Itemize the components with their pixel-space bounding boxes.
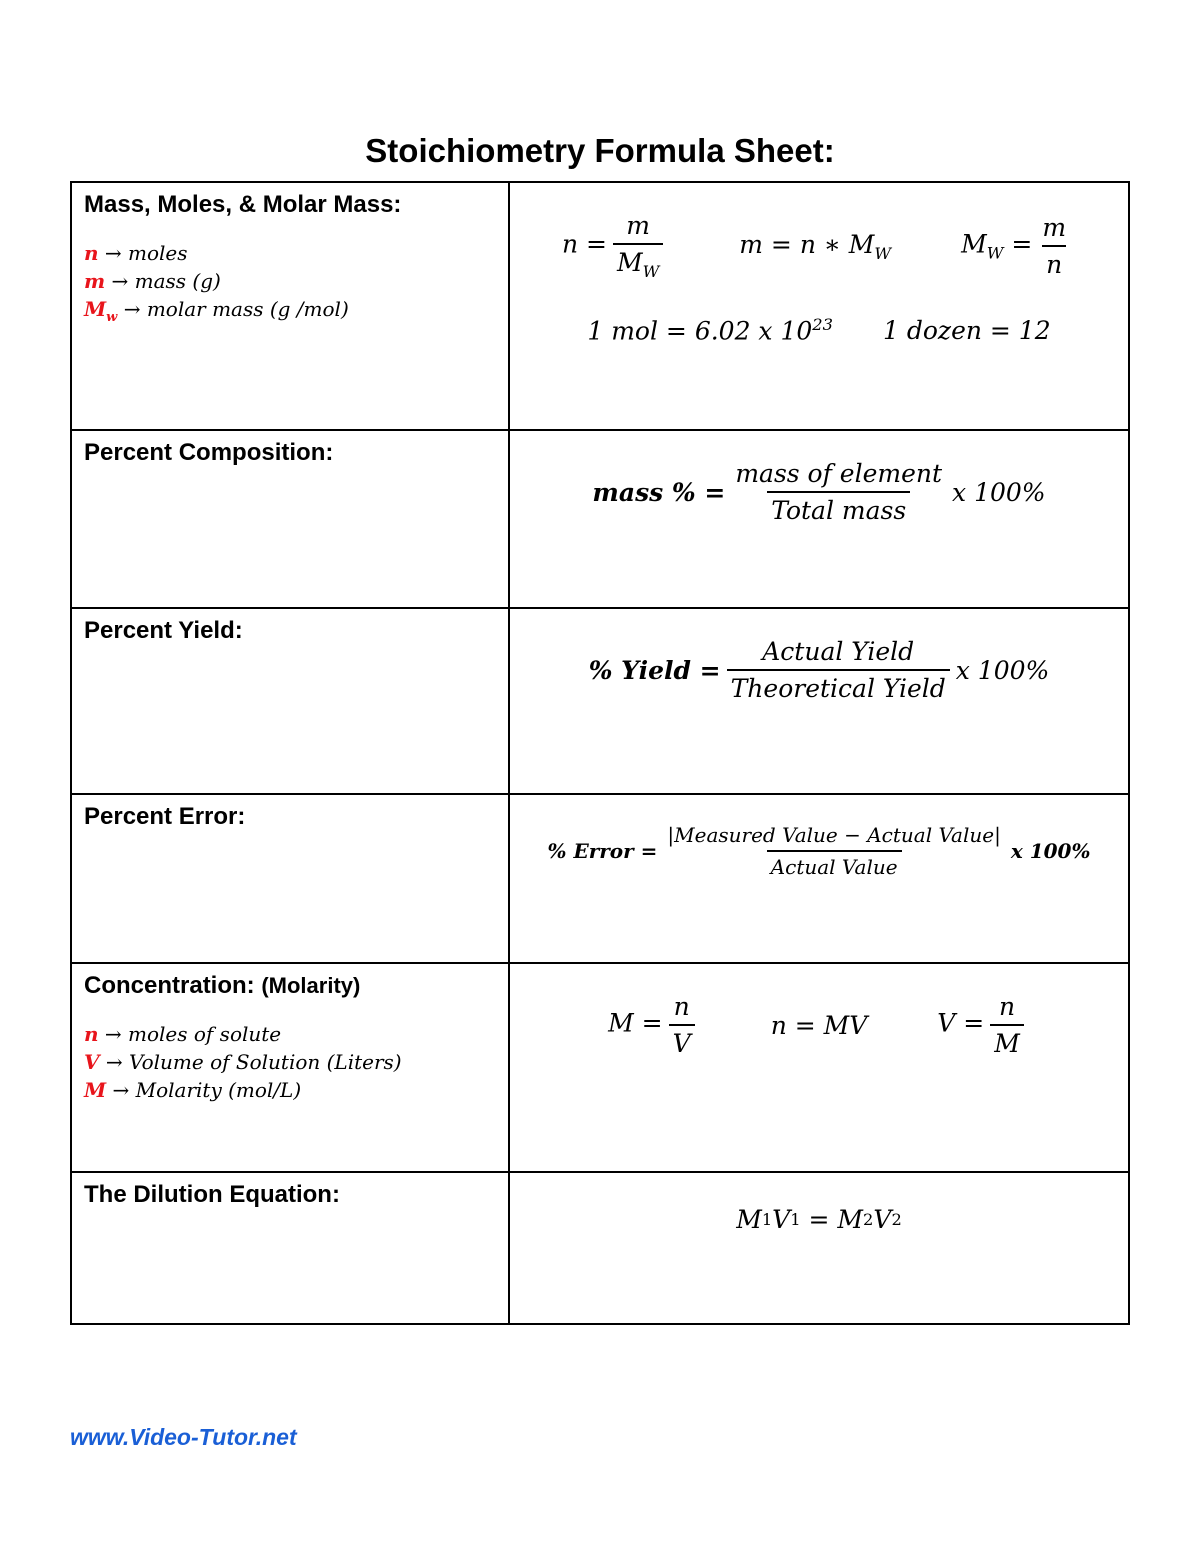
m1-symbol: M [736, 1205, 762, 1234]
concentration-formula-cell [509, 963, 1129, 1172]
formula-lhs: M [961, 229, 987, 259]
fraction-denominator: n [1042, 245, 1066, 279]
heading-subtext: (Molarity) [261, 973, 361, 998]
symbol-subscript: w [106, 310, 118, 325]
percent-yield-formula-cell [509, 608, 1129, 794]
percent-composition-label-cell [71, 430, 509, 608]
table-row [71, 182, 1129, 430]
table-row [71, 608, 1129, 794]
m1-subscript: 1 [761, 1210, 773, 1229]
fraction-denominator [613, 243, 663, 281]
definition-symbol [84, 297, 118, 325]
fraction [731, 459, 946, 525]
fraction-denominator: V [669, 1024, 695, 1058]
avogadro-formula [587, 315, 833, 345]
definition-item [84, 267, 496, 295]
percent-composition-formula-cell [509, 430, 1129, 608]
definition-symbol: V [84, 1050, 100, 1074]
fraction-denominator: M [990, 1024, 1024, 1058]
definition-text: → moles [104, 241, 188, 265]
formula-rhs: x 100% [1010, 839, 1091, 863]
fraction-denominator: Theoretical Yield [727, 669, 950, 703]
definition-symbol: m [84, 269, 106, 293]
fraction [669, 992, 695, 1058]
dilution-formula [510, 1205, 1128, 1234]
definition-symbol: n [84, 1022, 99, 1046]
mass-moles-heading: Mass, Moles, & Molar Mass: [84, 191, 402, 218]
fraction-numerator: n [999, 992, 1016, 1021]
formula-table [70, 181, 1130, 1325]
formula-rhs: x 100% [955, 655, 1050, 685]
definition-item [84, 1076, 496, 1104]
m2-subscript: 2 [863, 1210, 874, 1229]
formula-lhs: M = [608, 1008, 663, 1038]
percent-yield-heading: Percent Yield: [84, 617, 243, 644]
formula-lhs: mass % = [592, 477, 726, 507]
den-subscript: W [642, 262, 660, 281]
percent-error-label-cell [71, 794, 509, 963]
fraction-numerator: m [1042, 213, 1067, 242]
definition-text: → Molarity (mol/L) [112, 1078, 302, 1102]
table-row [71, 963, 1129, 1172]
fraction [990, 992, 1024, 1058]
fraction [613, 211, 663, 281]
percent-error-heading: Percent Error: [84, 803, 246, 830]
definition-text: → Volume of Solution (Liters) [105, 1050, 402, 1074]
fraction [663, 823, 1004, 879]
fraction-numerator: |Measured Value − Actual Value| [667, 823, 1001, 847]
fraction [727, 637, 950, 703]
volume-formula [937, 992, 1030, 1058]
fraction-numerator: n [673, 992, 690, 1021]
formula-lhs: % Error = [547, 839, 658, 863]
formula-subscript: W [986, 243, 1004, 263]
table-row [71, 794, 1129, 963]
definition-symbol: M [84, 1078, 107, 1102]
den-base: M [616, 248, 643, 277]
fraction-denominator: Actual Value [767, 850, 902, 879]
dilution-heading: The Dilution Equation: [84, 1181, 340, 1208]
formula-text: m = n ∗ M [739, 229, 875, 259]
yield-formula [510, 637, 1128, 703]
molar-mass-formula [961, 213, 1076, 279]
percent-yield-label-cell [71, 608, 509, 794]
mass-moles-label-cell [71, 182, 509, 430]
definition-text: → mass (g) [111, 269, 221, 293]
percent-error-formula-cell [509, 794, 1129, 963]
equals-sign: = [1011, 229, 1033, 259]
formula-lhs: % Yield = [588, 655, 721, 685]
constants-row [510, 315, 1128, 345]
mass-percent-formula [510, 459, 1128, 525]
formula-text: 1 mol = 6.02 x 10 [587, 316, 813, 346]
table-row [71, 1172, 1129, 1324]
concentration-formula-row [510, 992, 1128, 1058]
table-row [71, 430, 1129, 608]
fraction-numerator: mass of element [735, 459, 943, 488]
percent-composition-heading: Percent Composition: [84, 439, 334, 466]
v1-symbol: V [772, 1205, 791, 1234]
heading-text: Concentration: [84, 972, 255, 999]
formula-rhs: x 100% [952, 477, 1046, 507]
formula-lhs: n = [561, 229, 607, 259]
mass-moles-definitions [84, 239, 496, 332]
definition-item [84, 1020, 496, 1048]
fraction-numerator: m [626, 211, 650, 240]
definition-text: → moles of solute [104, 1022, 282, 1046]
formula-subscript: W [874, 243, 892, 263]
equals-sign: = [808, 1205, 830, 1234]
page-title: Stoichiometry Formula Sheet: [365, 132, 835, 169]
moles-mv-formula: n = MV [770, 1010, 868, 1040]
v2-symbol: V [873, 1205, 892, 1234]
definition-item [84, 239, 496, 267]
dilution-label-cell [71, 1172, 509, 1324]
definition-item [84, 1048, 496, 1076]
v2-subscript: 2 [891, 1210, 902, 1229]
error-formula [510, 823, 1128, 879]
formula-exponent: 23 [812, 315, 833, 334]
mass-formula [739, 230, 891, 263]
concentration-label-cell [71, 963, 509, 1172]
dilution-formula-cell [509, 1172, 1129, 1324]
fraction-numerator: Actual Yield [762, 637, 915, 666]
moles-formula [562, 211, 669, 281]
fraction-denominator: Total mass [767, 491, 910, 525]
definition-item [84, 295, 496, 332]
m2-symbol: M [837, 1205, 864, 1234]
formula-lhs: V = [937, 1008, 985, 1038]
definition-text: → molar mass (g /mol) [123, 297, 349, 321]
concentration-heading [84, 972, 496, 1000]
mass-moles-formula-cell [509, 182, 1129, 430]
molarity-formula [608, 992, 701, 1058]
concentration-definitions [84, 1020, 496, 1104]
definition-symbol: n [84, 241, 99, 265]
dozen-formula: 1 dozen = 12 [882, 315, 1051, 345]
mass-moles-formula-row [510, 211, 1128, 281]
fraction [1038, 213, 1070, 279]
v1-subscript: 1 [790, 1210, 801, 1229]
footer-link[interactable]: www.Video-Tutor.net [70, 1424, 297, 1450]
symbol-base: M [84, 297, 107, 321]
